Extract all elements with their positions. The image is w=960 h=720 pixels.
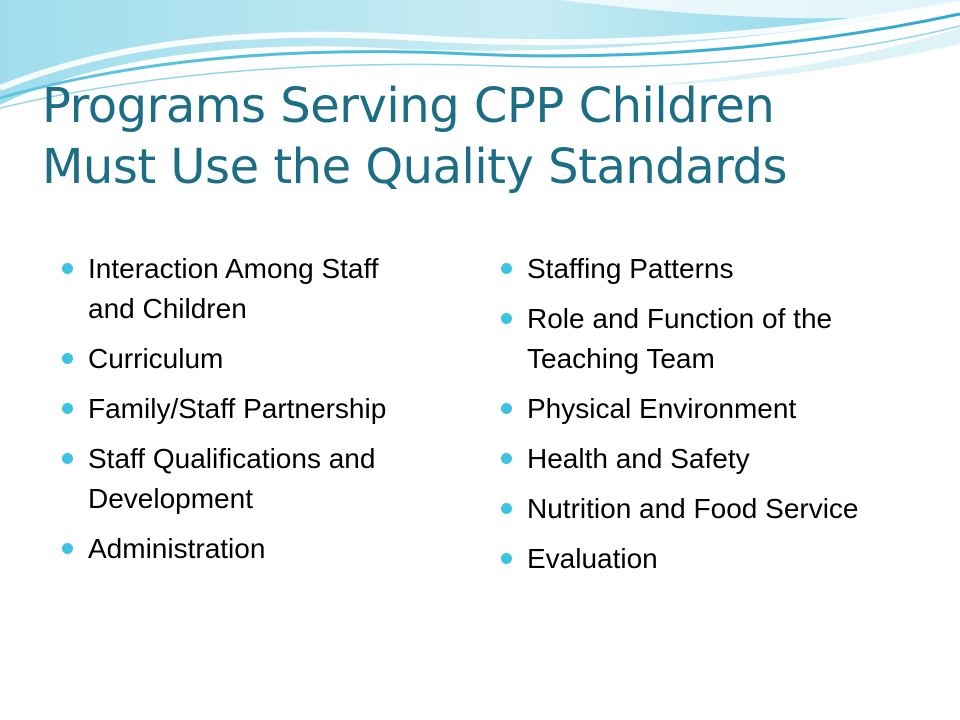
bullet-item: [499, 539, 879, 579]
bullet-dot-icon: [501, 263, 512, 274]
bullet-dot-icon: [501, 503, 512, 514]
bullet-item: [499, 489, 879, 529]
bullet-item: [499, 299, 879, 379]
bullet-item: [499, 439, 879, 479]
title-line-2: Must Use the Quality Standards: [42, 139, 788, 195]
bullet-dot-icon: [62, 263, 73, 274]
bullet-item: [60, 339, 390, 379]
bullet-item: [499, 389, 879, 429]
left-bullet-list: [60, 249, 390, 579]
bullet-dot-icon: [501, 453, 512, 464]
bullet-dot-icon: [501, 553, 512, 564]
bullet-item: [60, 439, 390, 519]
bullet-dot-icon: [62, 453, 73, 464]
bullet-text: Nutrition and Food Service: [527, 493, 859, 524]
title-line-1: Programs Serving CPP Children: [42, 78, 775, 134]
bullet-text: Physical Environment: [527, 393, 797, 424]
slide-title: [42, 76, 932, 198]
bullet-text: Staff Qualifications and Development: [88, 443, 376, 514]
bullet-text: Evaluation: [527, 543, 658, 574]
bullet-dot-icon: [501, 403, 512, 414]
bullet-item: [60, 389, 390, 429]
bullet-text: Administration: [88, 533, 266, 564]
bullet-dot-icon: [501, 313, 512, 324]
bullet-dot-icon: [62, 543, 73, 554]
bullet-text: Interaction Among Staff and Children: [88, 253, 379, 324]
bullet-item: [60, 249, 390, 329]
bullet-text: Curriculum: [88, 343, 224, 374]
bullet-text: Staffing Patterns: [527, 253, 734, 284]
bullet-dot-icon: [62, 353, 73, 364]
bullet-text: Family/Staff Partnership: [88, 393, 387, 424]
bullet-text: Health and Safety: [527, 443, 750, 474]
bullet-text: Role and Function of the Teaching Team: [527, 303, 833, 374]
right-bullet-list: [499, 249, 879, 589]
bullet-dot-icon: [62, 403, 73, 414]
bullet-item: [499, 249, 879, 289]
bullet-item: [60, 529, 390, 569]
